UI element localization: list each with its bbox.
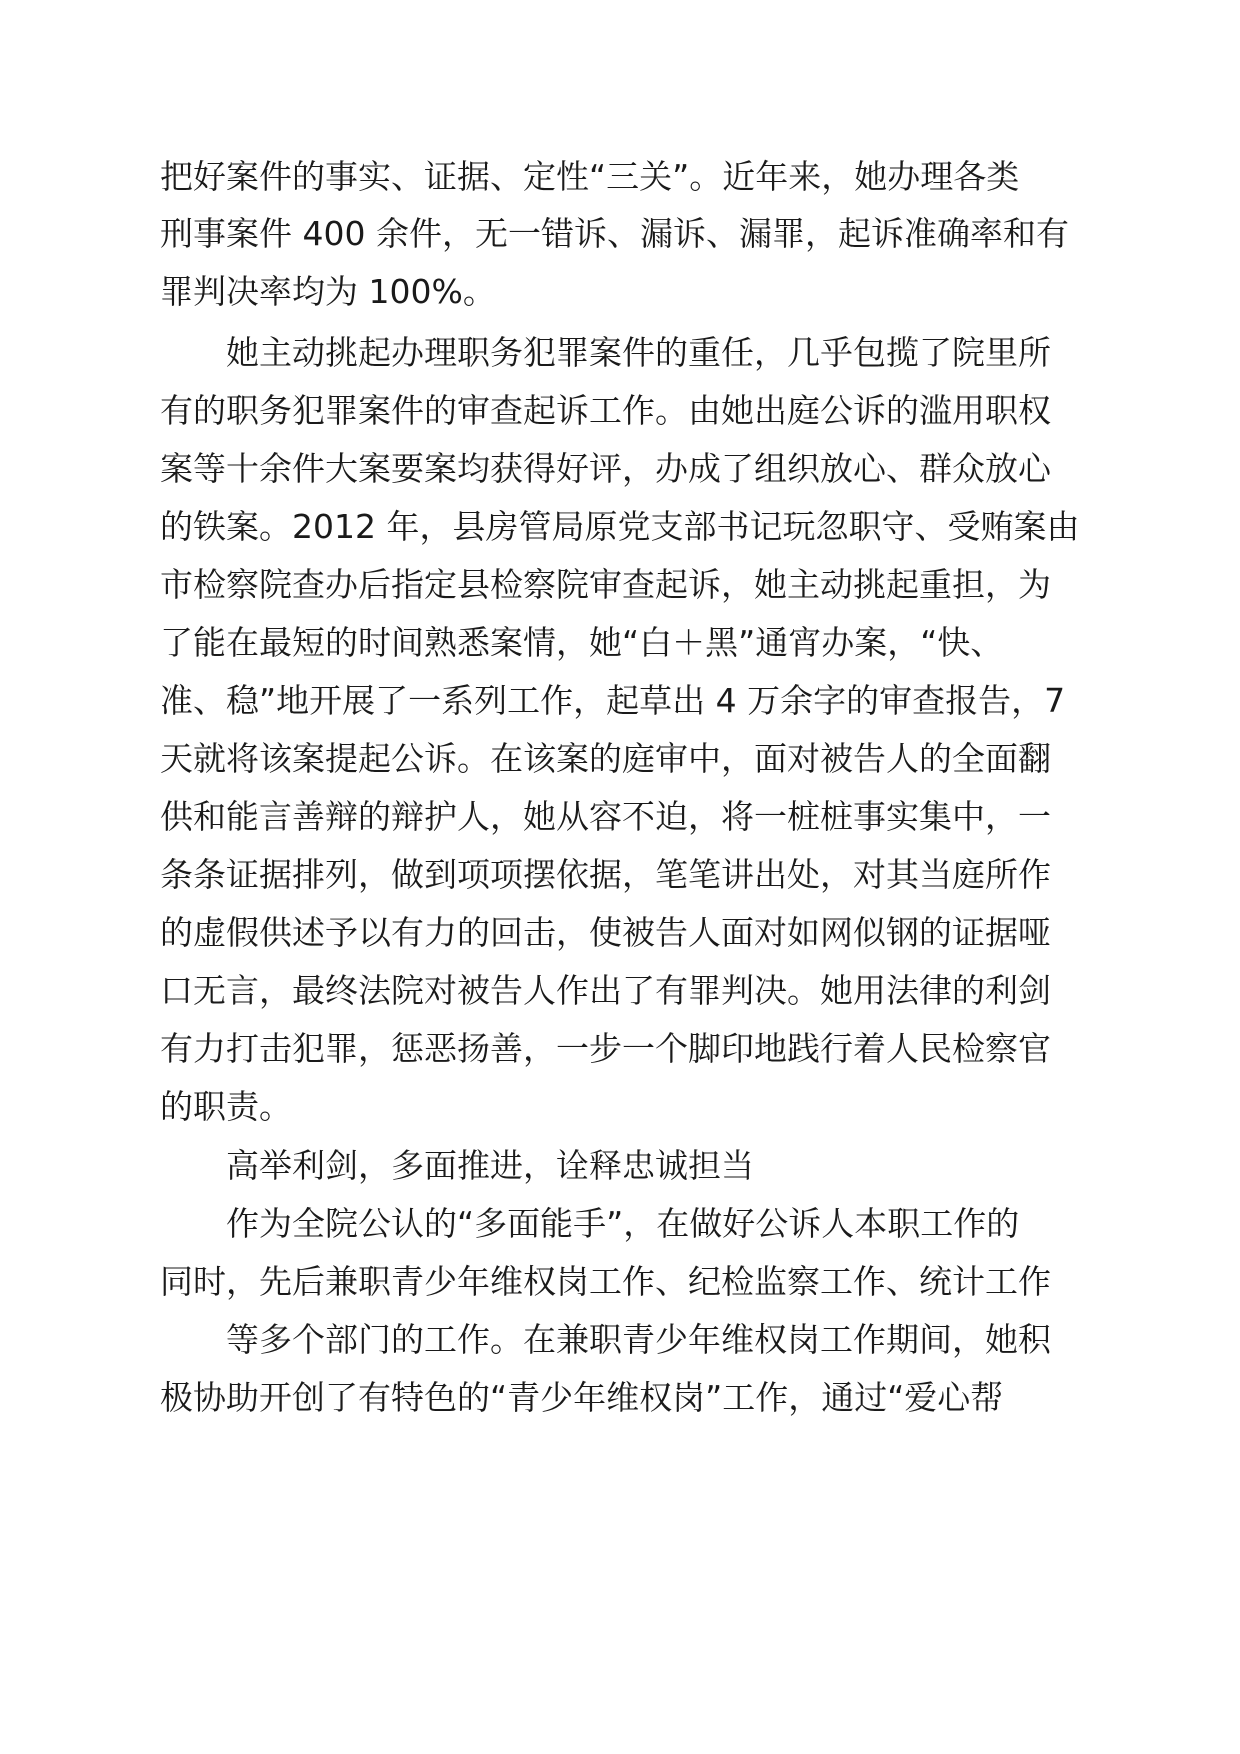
text-line: 同时，先后兼职青少年维权岗工作、纪检监察工作、统计工作 [160, 1262, 1051, 1301]
text-line: 极协助开创了有特色的“青少年维权岗”工作，通过“爱心帮 [160, 1378, 1004, 1417]
paragraph-first-line: 等多个部门的工作。在兼职青少年维权岗工作期间，她积 [226, 1320, 1051, 1359]
paragraph-first-line: 她主动挑起办理职务犯罪案件的重任，几乎包揽了院里所 [226, 333, 1051, 372]
text-line: 的虚假供述予以有力的回击，使被告人面对如网似钢的证据哑 [160, 913, 1051, 952]
text-line: 案等十余件大案要案均获得好评，办成了组织放心、群众放心 [160, 449, 1051, 488]
text-line: 把好案件的事实、证据、定性“三关”。近年来，她办理各类 [160, 157, 1020, 196]
text-line: 条条证据排列，做到项项摆依据，笔笔讲出处，对其当庭所作 [160, 855, 1051, 894]
text-line: 准、稳”地开展了一系列工作，起草出 4 万余字的审查报告，7 [160, 681, 1066, 720]
text-line: 天就将该案提起公诉。在该案的庭审中，面对被告人的全面翻 [160, 739, 1051, 778]
paragraph-first-line: 作为全院公认的“多面能手”，在做好公诉人本职工作的 [226, 1204, 1020, 1243]
text-line: 的职责。 [160, 1087, 292, 1126]
text-line: 的铁案。2012 年，县房管局原党支部书记玩忽职守、受贿案由 [160, 507, 1080, 546]
text-line: 口无言，最终法院对被告人作出了有罪判决。她用法律的利剑 [160, 971, 1051, 1010]
text-line: 刑事案件 400 余件，无一错诉、漏诉、漏罪，起诉准确率和有 [160, 214, 1069, 253]
text-line: 罪判决率均为 100%。 [160, 272, 496, 311]
text-line: 有力打击犯罪，惩恶扬善，一步一个脚印地践行着人民检察官 [160, 1029, 1051, 1068]
text-line: 市检察院查办后指定县检察院审查起诉，她主动挑起重担，为 [160, 565, 1051, 604]
text-line: 有的职务犯罪案件的审查起诉工作。由她出庭公诉的滥用职权 [160, 391, 1051, 430]
text-line: 了能在最短的时间熟悉案情，她“白＋黑”通宵办案，“快、 [160, 623, 1004, 662]
section-heading: 高举利剑，多面推进，诠释忠诚担当 [226, 1146, 754, 1185]
text-line: 供和能言善辩的辩护人，她从容不迫，将一桩桩事实集中，一 [160, 797, 1051, 836]
